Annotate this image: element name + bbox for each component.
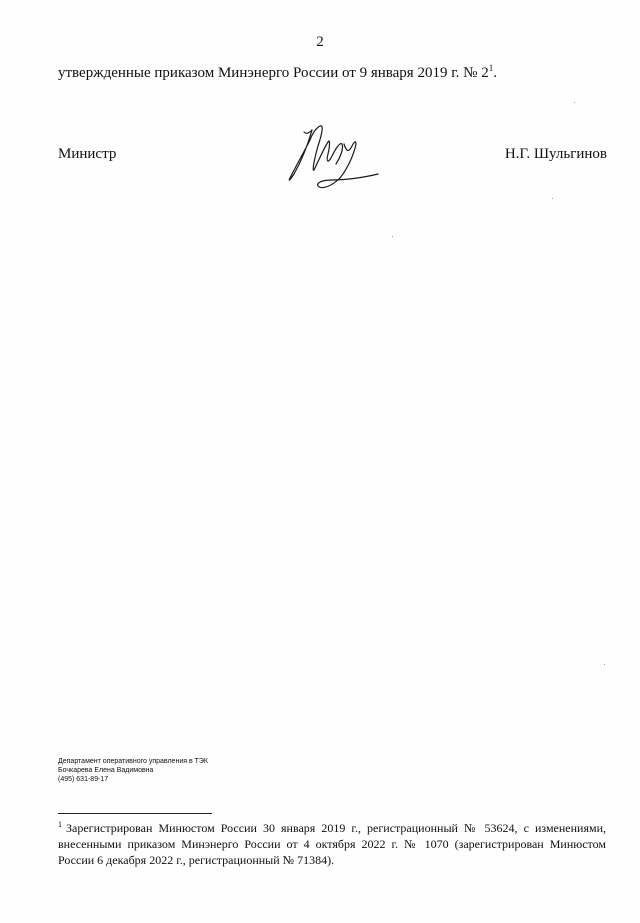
scan-speck <box>392 236 393 237</box>
footnote-text: Зарегистрирован Минюстом России 30 января 2019 г., регистрационный № 53624, с изменениями, внесенными приказом Минэнерго России от 4 октября 2022 г. № 1070 (зарегистрирован Минюстом России 6 декабря 2022 г., регистрационный № 71384). <box>58 821 606 867</box>
footnote-marker: 1 <box>58 820 62 829</box>
footnote-separator <box>58 813 212 814</box>
page-number: 2 <box>316 34 324 50</box>
scan-speck <box>574 102 575 103</box>
executor-department: Департамент оперативного управления в ТЭК <box>58 758 209 765</box>
scan-speck <box>552 198 553 199</box>
intro-text-line <box>58 64 497 83</box>
intro-text-end: . <box>493 65 497 81</box>
signatory-name: Н.Г. Шульгинов <box>504 146 607 162</box>
signatory-position: Министр <box>58 146 117 162</box>
intro-text: утвержденные приказом Минэнерго России от 9 января 2019 г. № 2 <box>58 65 489 81</box>
footnote <box>58 820 606 868</box>
executor-block <box>58 757 208 784</box>
scan-speck <box>604 664 605 665</box>
handwritten-signature <box>282 120 384 200</box>
footnote-reference: 1 <box>488 63 494 73</box>
executor-person: Бочкарева Елена Вадимовна <box>58 767 154 774</box>
executor-phone: (495) 631-89-17 <box>58 776 109 783</box>
